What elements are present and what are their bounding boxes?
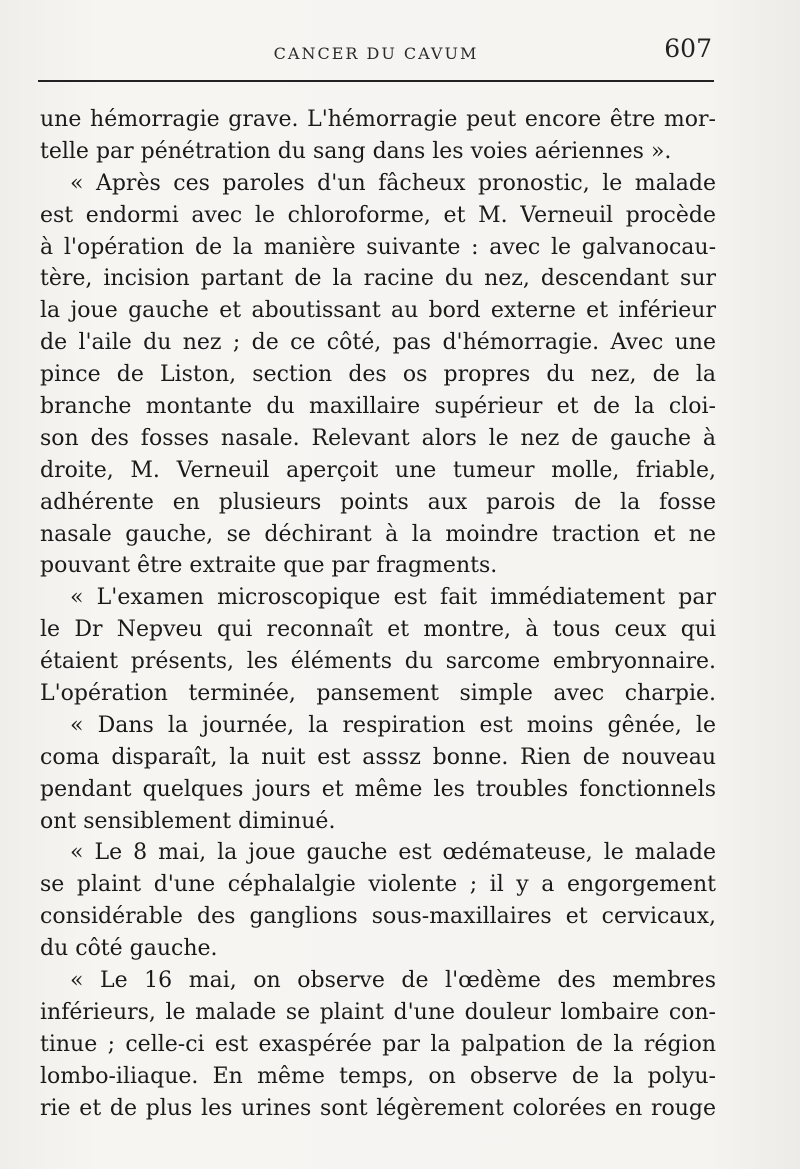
text-line: considérable des ganglions sous-maxillaires et cervicaux, — [40, 904, 716, 930]
text-line: la joue gauche et aboutissant au bord externe et inférieur — [40, 298, 716, 324]
text-line: « Après ces paroles d'un fâcheux pronostic, le malade — [70, 170, 716, 196]
text-line: étaient présents, les éléments du sarcome embryonnaire. — [40, 649, 716, 675]
text-line: une hémorragie grave. L'hémorragie peut encore être mor- — [40, 107, 716, 132]
text-line: coma disparaît, la nuit est asssz bonne. Rien de nouveau — [40, 744, 716, 770]
text-line: tère, incision partant de la racine du nez, descendant sur — [40, 266, 716, 292]
text-line: « Le 16 mai, on observe de l'œdème des membres — [70, 968, 716, 994]
text-line: tinue ; celle-ci est exaspérée par la palpation de la région — [40, 1031, 716, 1057]
text-line: « L'examen microscopique est fait immédiatement par — [70, 585, 716, 611]
text-line: pouvant être extraite que par fragments. — [40, 553, 498, 579]
text-line: est endormi avec le chloroforme, et M. Verneuil procède — [40, 202, 716, 228]
text-line: se plaint d'une céphalalgie violente ; il y a engorgement — [40, 872, 716, 898]
text-line: droite, M. Verneuil aperçoit une tumeur molle, friable, — [40, 457, 716, 483]
header-rule — [38, 80, 714, 82]
text-line: adhérente en plusieurs points aux parois de la fosse — [40, 489, 716, 515]
text-line: rie et de plus les urines sont légèrement colorées en rouge — [40, 1095, 716, 1121]
text-line: à l'opération de la manière suivante : avec le galvanocau- — [40, 234, 716, 260]
text-line: son des fosses nasale. Relevant alors le nez de gauche à — [40, 425, 716, 451]
text-line: pince de Liston, section des os propres du nez, de la — [40, 362, 716, 388]
text-line: ont sensiblement diminué. — [40, 808, 336, 834]
text-line: pendant quelques jours et même les troubles fonctionnels — [40, 776, 716, 802]
text-line: du côté gauche. — [40, 936, 218, 962]
text-line: L'opération terminée, pansement simple avec charpie. — [40, 681, 716, 707]
text-line: branche montante du maxillaire supérieur et de la cloi- — [40, 394, 716, 420]
page-number: 607 — [664, 34, 712, 63]
text-line: « Le 8 mai, la joue gauche est œdémateuse, le malade — [70, 840, 716, 866]
body-text — [40, 104, 716, 1125]
text-line: le Dr Nepveu qui reconnaît et montre, à tous ceux qui — [40, 617, 716, 643]
text-line: de l'aile du nez ; de ce côté, pas d'hémorragie. Avec une — [40, 330, 716, 356]
text-line: lombo-iliaque. En même temps, on observe de la polyu- — [40, 1063, 716, 1089]
page-header — [40, 34, 712, 74]
running-title: CANCER DU CAVUM — [273, 44, 479, 63]
text-line: « Dans la journée, la respiration est moins gênée, le — [70, 712, 716, 738]
text-line: inférieurs, le malade se plaint d'une douleur lombaire con- — [40, 999, 716, 1025]
text-line: telle par pénétration du sang dans les voies aériennes ». — [40, 138, 672, 164]
text-line: nasale gauche, se déchirant à la moindre traction et ne — [40, 521, 716, 547]
